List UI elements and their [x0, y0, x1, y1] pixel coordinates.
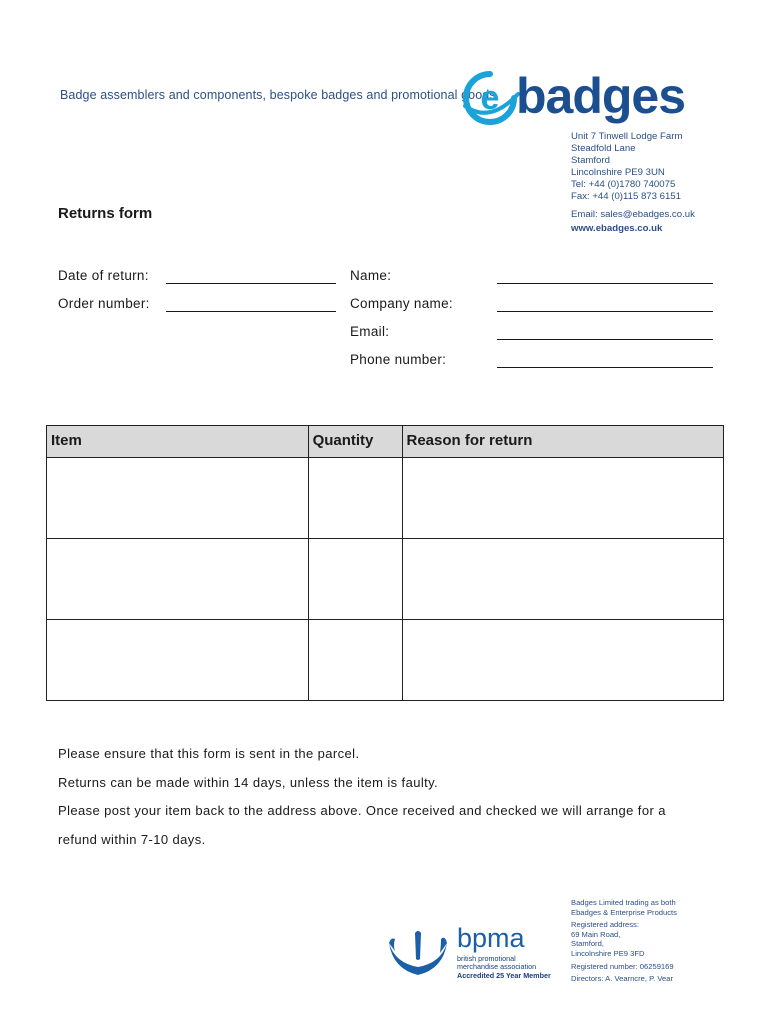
registered-address-line: Lincolnshire PE9 3FD: [571, 948, 645, 958]
registered-address-line: Stamford,: [571, 939, 604, 949]
company-address: [571, 131, 695, 235]
bpma-accreditation: Accredited 25 Year Member: [457, 970, 551, 980]
address-line: Unit 7 Tinwell Lodge Farm: [571, 131, 683, 142]
table-row: [47, 539, 724, 620]
table-header-row: [47, 426, 724, 458]
instruction-line: Please post your item back to the address above. Once received and checked we will arrange for a: [58, 803, 666, 819]
item-cell[interactable]: [47, 539, 309, 620]
date-of-return-label: Date of return:: [58, 268, 149, 283]
registered-number: Registered number: 06259169: [571, 961, 674, 971]
instruction-line: refund within 7-10 days.: [58, 831, 206, 847]
bpma-wordmark: bpma: [457, 923, 525, 953]
column-header-quantity: Quantity: [308, 426, 402, 458]
column-header-item: Item: [47, 426, 309, 458]
company-line: Badges Limited trading as both: [571, 898, 676, 907]
e-circle-icon: [460, 68, 520, 128]
email-field[interactable]: [497, 339, 713, 340]
directors: Directors: A. Vearncre, P. Vear: [571, 974, 674, 984]
order-number-field[interactable]: [166, 311, 336, 312]
reason-cell[interactable]: [402, 620, 724, 701]
company-details: [571, 898, 677, 984]
address-line: Stamford: [571, 155, 610, 166]
registered-address-line: 69 Main Road,: [571, 929, 621, 939]
instruction-line: Please ensure that this form is sent in the parcel.: [58, 746, 360, 761]
bpma-wave-icon: [385, 929, 451, 979]
reason-cell[interactable]: [402, 539, 724, 620]
quantity-cell[interactable]: [308, 539, 402, 620]
company-name-field[interactable]: [497, 311, 713, 312]
bpma-line: british promotional: [457, 954, 516, 963]
bpma-logo: [385, 925, 560, 981]
ebadges-logo: [460, 66, 690, 130]
name-field[interactable]: [497, 283, 713, 284]
registered-address-line: Registered address:: [571, 920, 639, 930]
telephone: Tel: +44 (0)1780 740075: [571, 179, 676, 190]
bpma-tagline: [457, 955, 551, 980]
tagline: Badge assemblers and components, bespoke badges and promotional goods: [60, 88, 496, 102]
item-cell[interactable]: [47, 620, 309, 701]
email-label: Email:: [350, 324, 390, 339]
quantity-cell[interactable]: [308, 620, 402, 701]
address-line: Lincolnshire PE9 3UN: [571, 167, 665, 178]
phone-number-field[interactable]: [497, 367, 713, 368]
reason-cell[interactable]: [402, 458, 724, 539]
table-row: [47, 620, 724, 701]
returns-table: [46, 425, 724, 701]
company-line: Ebadges & Enterprise Products: [571, 907, 677, 917]
column-header-reason: Reason for return: [402, 426, 724, 458]
logo-wordmark: badges: [516, 68, 686, 124]
instructions: [58, 740, 698, 854]
logo-e-letter: e: [480, 79, 500, 117]
instruction-line: Returns can be made within 14 days, unless the item is faulty.: [58, 774, 439, 790]
quantity-cell[interactable]: [308, 458, 402, 539]
bpma-line: merchandise association: [457, 962, 537, 972]
order-number-label: Order number:: [58, 296, 150, 311]
address-line: Steadfold Lane: [571, 143, 636, 154]
contact-email: Email: sales@ebadges.co.uk: [571, 209, 695, 220]
date-of-return-field[interactable]: [166, 283, 336, 284]
company-name-label: Company name:: [350, 296, 453, 311]
phone-number-label: Phone number:: [350, 352, 447, 367]
website-link[interactable]: www.ebadges.co.uk: [571, 223, 663, 234]
fax: Fax: +44 (0)115 873 6151: [571, 191, 681, 202]
name-label: Name:: [350, 268, 392, 283]
page-title: Returns form: [58, 205, 153, 222]
item-cell[interactable]: [47, 458, 309, 539]
table-row: [47, 458, 724, 539]
